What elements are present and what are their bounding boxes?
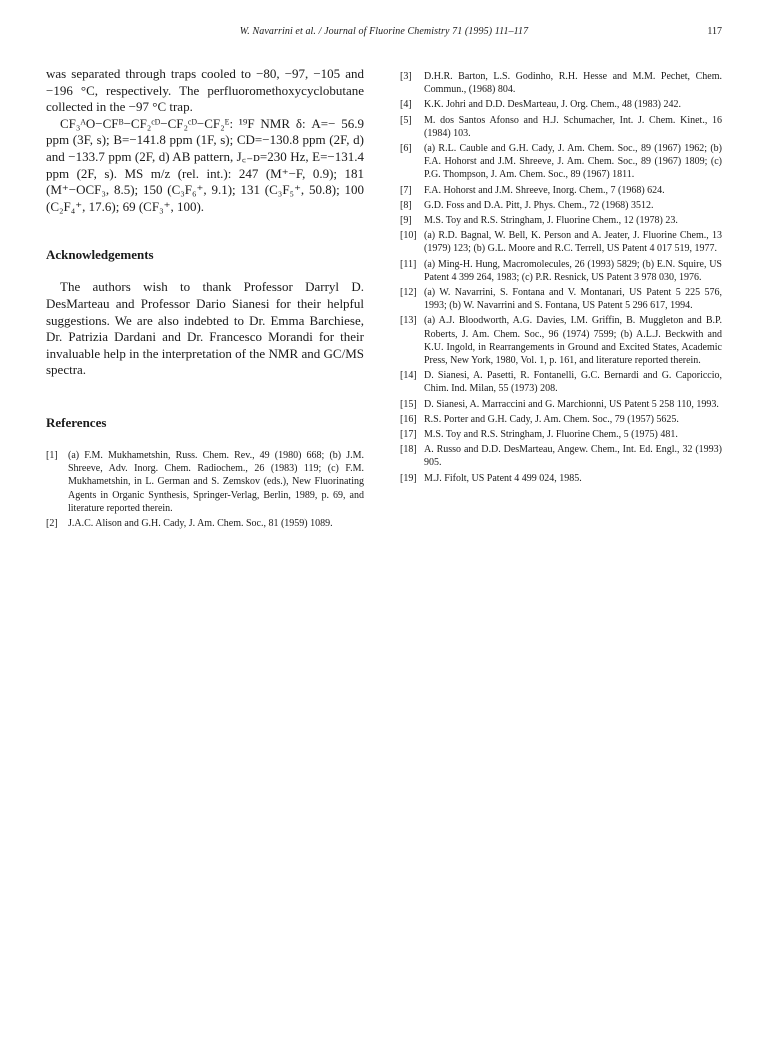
reference-number: [1]	[46, 449, 58, 461]
reference-item	[400, 114, 722, 140]
reference-number: [2]	[46, 517, 58, 529]
reference-item	[400, 428, 722, 441]
reference-number: [10]	[400, 230, 417, 242]
reference-number: [19]	[400, 472, 417, 484]
reference-number: [13]	[400, 315, 417, 327]
reference-number: [9]	[400, 215, 412, 227]
reference-item	[400, 70, 722, 96]
left-column	[46, 66, 364, 532]
reference-number: [4]	[400, 99, 412, 111]
reference-item	[400, 214, 722, 227]
right-column	[400, 70, 722, 491]
reference-number: [18]	[400, 444, 417, 456]
reference-text: R.S. Porter and G.H. Cady, J. Am. Chem. Soc., 79 (1957) 5625.	[424, 413, 679, 425]
reference-number: [3]	[400, 71, 412, 82]
acknowledgements-heading: Acknowledgements	[46, 247, 154, 263]
reference-text: A. Russo and D.D. DesMarteau, Angew. Chem., Int. Ed. Engl., 32 (1993) 905.	[424, 444, 722, 469]
experimental-paragraph: was separated through traps cooled to −80, −97, −105 and −196 °C, respectively. The perfluoromethoxycyclobutane collected in the −97 °C trap.	[46, 66, 364, 115]
reference-text: F.A. Hohorst and J.M. Shreeve, Inorg. Chem., 7 (1968) 624.	[424, 184, 665, 196]
reference-item	[46, 517, 364, 530]
reference-text: M.J. Fifolt, US Patent 4 499 024, 1985.	[424, 472, 582, 484]
reference-item	[400, 443, 722, 469]
reference-item	[400, 413, 722, 426]
reference-text: M.S. Toy and R.S. Stringham, J. Fluorine Chem., 5 (1975) 481.	[424, 429, 678, 441]
reference-number: [5]	[400, 114, 412, 126]
reference-number: [14]	[400, 370, 417, 382]
reference-number: [15]	[400, 398, 417, 410]
journal-citation: W. Navarrini et al. / Journal of Fluorine Chemistry 71 (1995) 111–117	[239, 26, 529, 37]
reference-number: [7]	[400, 184, 412, 196]
reference-item	[400, 98, 722, 111]
reference-number: [11]	[400, 258, 417, 270]
reference-number: [16]	[400, 413, 417, 425]
reference-item	[400, 199, 722, 212]
reference-number: [17]	[400, 429, 417, 441]
reference-number: [12]	[400, 287, 417, 299]
reference-text: G.D. Foss and D.A. Pitt, J. Phys. Chem., 72 (1968) 3512.	[424, 199, 654, 211]
reference-text: (a) R.D. Bagnal, W. Bell, K. Person and A. Jeater, J. Fluorine Chem., 13 (1979) 123; (b) G.L. Moore and R.C. Terrell, US Patent 4 017 519, 1977.	[424, 230, 722, 255]
reference-text: (a) W. Navarrini, S. Fontana and V. Montanari, US Patent 5 225 576, 1993; (b) W. Navarrini and S. Fontana, US Patent 5 296 617, 1994.	[424, 287, 722, 312]
reference-text: D. Sianesi, A. Pasetti, R. Fontanelli, G.C. Bernardi and G. Caporiccio, Chim. Ind. Milan, 55 (1973) 208.	[424, 370, 722, 395]
reference-item	[400, 286, 722, 312]
reference-list-left	[46, 449, 364, 530]
reference-number: [6]	[400, 143, 412, 155]
reference-item	[400, 398, 722, 411]
reference-text: (a) R.L. Cauble and G.H. Cady, J. Am. Chem. Soc., 89 (1967) 1962; (b) F.A. Hohorst and J.M. Shreeve, J. Am. Chem. Soc., 89 (1967) 1809; (c) P.G. Thompson, J. Am. Chem. Soc., 89 (1967) 1811.	[424, 143, 722, 181]
reference-item	[400, 369, 722, 395]
reference-item	[400, 314, 722, 367]
nmr-ms-data-paragraph: CF₃ᴬO−CFᴮ−CF₂ᶜᴰ−CF₂ᶜᴰ−CF₂ᴱ: ¹⁹F NMR δ: A=− 56.9 ppm (3F, s); B=−141.8 ppm (1F, s); CD=−130.8 ppm (2F, d) and −133.7 ppm (2F, d) AB pattern, J꜀₋ᴅ=230 Hz, E=−131.4 ppm (2F, s). MS m/z (rel. int.): 247 (M⁺−F, 0.9); 181 (M⁺−OCF₃, 8.5); 150 (C₃F₆⁺, 9.1); 131 (C₃F₅⁺, 50.8); 100 (C₂F₄⁺, 17.6); 69 (CF₃⁺, 100).	[46, 115, 364, 214]
reference-text: K.K. Johri and D.D. DesMarteau, J. Org. Chem., 48 (1983) 242.	[424, 99, 682, 111]
acknowledgements-text: The authors wish to thank Professor Darryl D. DesMarteau and Professor Dario Sianesi for their helpful suggestions. We are also indebted to Dr. Emma Barchiese, Dr. Patrizia Dardani and Dr. Francesco Morandi for their invaluable help in the interpretation of the NMR and GC/MS spectra.	[46, 279, 364, 378]
reference-text: D. Sianesi, A. Marraccini and G. Marchionni, US Patent 5 258 110, 1993.	[424, 398, 719, 410]
reference-item	[400, 229, 722, 255]
reference-item	[400, 184, 722, 197]
reference-text: M. dos Santos Afonso and H.J. Schumacher, Int. J. Chem. Kinet., 16 (1984) 103.	[424, 114, 722, 139]
reference-text: (a) Ming-H. Hung, Macromolecules, 26 (1993) 5829; (b) E.N. Squire, US Patent 4 399 264, 1983; (c) P.R. Resnick, US Patent 3 978 030, 1976.	[424, 258, 722, 283]
page-number: 117	[707, 26, 722, 37]
references-heading: References	[46, 414, 107, 430]
reference-text: J.A.C. Alison and G.H. Cady, J. Am. Chem. Soc., 81 (1959) 1089.	[68, 517, 333, 529]
running-header	[46, 26, 722, 42]
reference-item	[400, 258, 722, 284]
reference-number: [8]	[400, 199, 412, 211]
reference-text: M.S. Toy and R.S. Stringham, J. Fluorine Chem., 12 (1978) 23.	[424, 215, 678, 227]
reference-text: (a) A.J. Bloodworth, A.G. Davies, I.M. Griffin, B. Muggleton and B.P. Roberts, J. Am. Chem. Soc., 96 (1974) 7599; (b) A.L.J. Beckwith and K.U. Ingold, in Rearrangements in Ground and Excited States, Academic Press, New York, 1980, Vol. 1, p. 161, and literature reported therein.	[424, 315, 722, 367]
reference-item	[400, 472, 722, 485]
reference-text: D.H.R. Barton, L.S. Godinho, R.H. Hesse and M.M. Pechet, Chem. Commun., (1968) 804.	[424, 71, 722, 96]
reference-item	[46, 449, 364, 515]
reference-item	[400, 142, 722, 182]
reference-text: (a) F.M. Mukhametshin, Russ. Chem. Rev., 49 (1980) 668; (b) J.M. Shreeve, Adv. Inorg. Chem. Radiochem., 26 (1983) 119; (c) F.M. Mukhametshin, in L. German and S. Zemskov (eds.), New Fluorinating Agents in Organic Synthesis, Springer-Verlag, Berlin, 1989, p. 69, and literature reported therein.	[68, 449, 364, 514]
